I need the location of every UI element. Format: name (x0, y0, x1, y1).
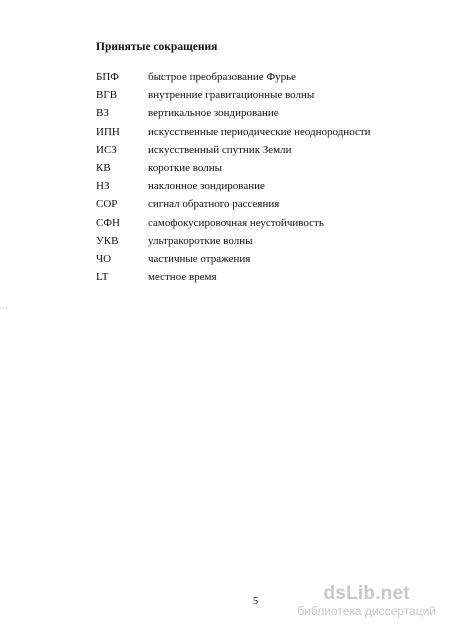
abbreviation-term: УКВ (96, 234, 119, 247)
abbreviation-term: ИПН (96, 125, 120, 138)
abbreviation-definition: короткие волны (148, 161, 223, 174)
abbreviation-definition: искусственные периодические неоднородности (148, 125, 371, 138)
abbreviation-row (96, 68, 396, 86)
abbreviation-definition: внутренние гравитационные волны (148, 89, 315, 102)
abbreviation-definition: самофокусировочная неустойчивость (148, 216, 324, 229)
abbreviation-row (96, 123, 396, 141)
watermark (297, 584, 436, 617)
abbreviation-term: ЧО (96, 252, 112, 265)
abbreviation-term: СФН (96, 216, 120, 229)
abbreviation-definition: вертикальное зондирование (148, 107, 279, 120)
abbreviation-row (96, 195, 396, 213)
abbreviation-definition: местное время (148, 271, 217, 284)
abbreviation-term: ВГВ (96, 89, 118, 102)
abbreviation-definition: частичные отражения (148, 252, 251, 265)
abbreviation-term: ВЗ (96, 107, 109, 120)
abbreviation-row (96, 250, 396, 268)
section-heading: Принятые сокращения (96, 41, 218, 53)
abbreviation-definition: искусственный спутник Земли (148, 143, 292, 156)
abbreviation-definition: быстрое преобразование Фурье (148, 71, 297, 83)
abbreviation-row (96, 214, 396, 232)
abbreviation-list (96, 68, 396, 286)
abbreviation-row (96, 268, 396, 286)
scan-speck (6, 308, 7, 309)
page-number: 5 (253, 596, 258, 607)
abbreviation-row (96, 141, 396, 159)
abbreviation-row (96, 177, 396, 195)
abbreviation-definition: сигнал обратного рассеяния (148, 198, 280, 211)
abbreviation-term: СОР (96, 198, 118, 211)
abbreviation-row (96, 104, 396, 122)
abbreviation-term: БПФ (96, 71, 119, 83)
abbreviation-definition: наклонное зондирование (148, 180, 265, 193)
watermark-logo: dsLib.net (323, 583, 410, 604)
abbreviation-term: КВ (96, 161, 111, 174)
abbreviation-row (96, 232, 396, 250)
abbreviation-row (96, 86, 396, 104)
abbreviation-term: LT (96, 271, 109, 284)
abbreviation-definition: ультракороткие волны (148, 234, 253, 247)
abbreviation-term: ИСЗ (96, 143, 117, 156)
abbreviation-term: НЗ (96, 180, 110, 193)
abbreviation-row (96, 159, 396, 177)
watermark-tagline: библиотека диссертаций (297, 604, 436, 618)
